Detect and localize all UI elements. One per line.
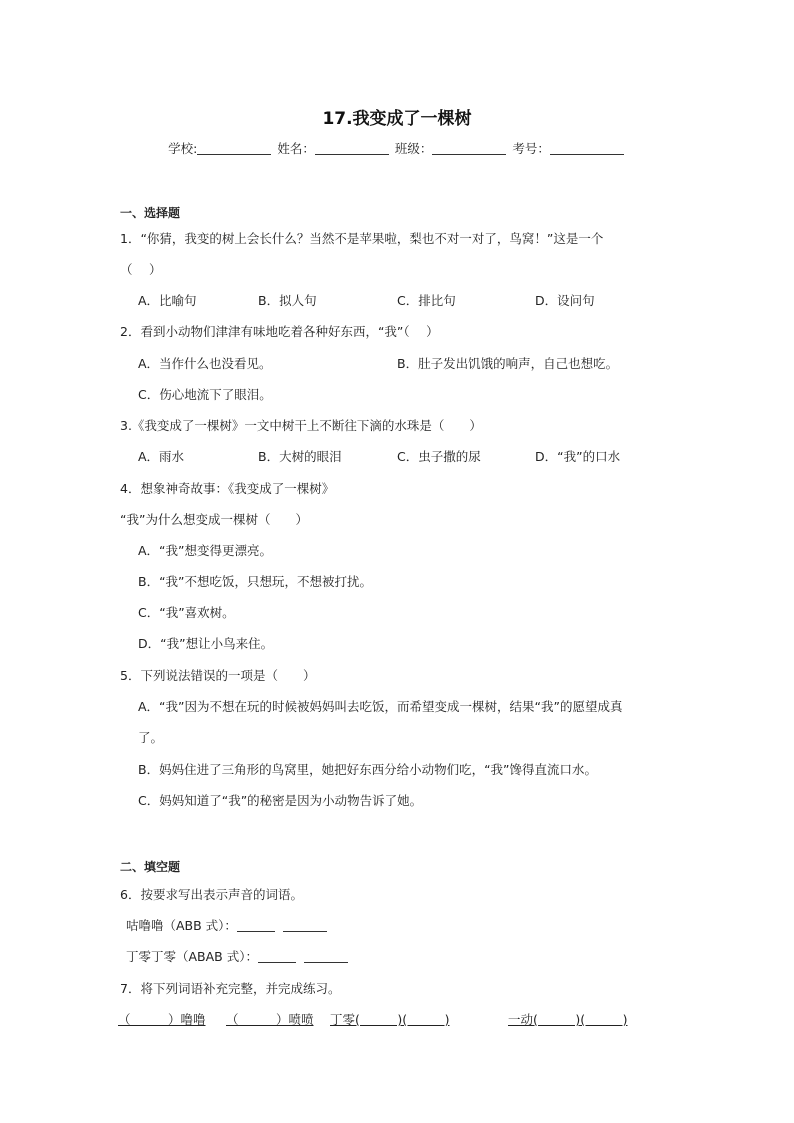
q5-option-a-line2: 了。 — [138, 730, 164, 745]
q4-option-d[interactable]: D．“我”想让小鸟来住。 — [138, 636, 274, 651]
q4-option-a[interactable]: A．“我”想变得更漂亮。 — [138, 543, 273, 558]
q6-abab-blank-1[interactable] — [258, 951, 296, 963]
exam-no-label: 考号： — [512, 141, 550, 156]
question-6-stem: 6．按要求写出表示声音的词语。 — [120, 887, 303, 902]
page-title: 17.我变成了一棵树 — [322, 109, 472, 129]
section-heading-fill: 二、填空题 — [120, 860, 181, 874]
class-blank[interactable] — [432, 142, 506, 155]
question-3-stem: 3.《我变成了一棵树》一文中树干上不断往下滴的水珠是（ ） — [120, 418, 482, 433]
exam-no-blank[interactable] — [550, 142, 624, 155]
q2-option-c[interactable]: C．伤心地流下了眼泪。 — [138, 387, 272, 402]
q6-abb-blank-1[interactable] — [237, 920, 275, 932]
q7-item-2[interactable]: （ ）喷喷 — [226, 1012, 314, 1027]
question-2-stem: 2．看到小动物们津津有味地吃着各种好东西，“我”（ ） — [120, 324, 439, 339]
q1-option-a[interactable]: A．比喻句 — [138, 293, 197, 308]
q3-option-b[interactable]: B．大树的眼泪 — [258, 449, 342, 464]
question-4-stem: 4．想象神奇故事：《我变成了一棵树》 — [120, 481, 335, 496]
question-1-stem: 1．“你猜，我变的树上会长什么？当然不是苹果啦，梨也不对一对了，鸟窝！”这是一个 — [120, 231, 604, 246]
q3-option-a[interactable]: A．雨水 — [138, 449, 185, 464]
name-label: 姓名： — [277, 141, 315, 156]
q2-option-a[interactable]: A．当作什么也没看见。 — [138, 356, 272, 371]
question-7-stem: 7．将下列词语补充完整，并完成练习。 — [120, 981, 341, 996]
q6-abb-blank-2[interactable] — [283, 920, 327, 932]
q5-option-b[interactable]: B．妈妈住进了三角形的鸟窝里，她把好东西分给小动物们吃，“我”馋得直流口水。 — [138, 762, 598, 777]
school-blank[interactable] — [197, 142, 271, 155]
name-blank[interactable] — [315, 142, 389, 155]
section-heading-choice: 一、选择题 — [120, 206, 181, 220]
q4-option-b[interactable]: B．“我”不想吃饭，只想玩，不想被打扰。 — [138, 574, 373, 589]
q7-item-3[interactable]: 丁零( )( ) — [330, 1012, 450, 1027]
q6-abab-blank-2[interactable] — [304, 951, 348, 963]
question-1-paren: （ ） — [120, 262, 162, 277]
q2-option-b[interactable]: B．肚子发出饥饿的响声，自己也想吃。 — [397, 356, 619, 371]
school-label: 学校: — [168, 141, 198, 156]
q4-option-c[interactable]: C．“我”喜欢树。 — [138, 605, 235, 620]
q1-option-c[interactable]: C．排比句 — [397, 293, 456, 308]
q7-item-4[interactable]: 一动( )( ) — [508, 1012, 628, 1027]
q1-option-d[interactable]: D．设问句 — [535, 293, 595, 308]
question-4-sub: “我”为什么想变成一棵树（ ） — [120, 512, 308, 527]
student-info-line — [0, 139, 794, 157]
q6-abb-label: 咕噜噜（ABB 式）： — [126, 918, 237, 933]
q6-line-abab — [126, 947, 348, 965]
q5-option-c[interactable]: C．妈妈知道了“我”的秘密是因为小动物告诉了她。 — [138, 793, 423, 808]
q1-option-b[interactable]: B．拟人句 — [258, 293, 317, 308]
question-5-stem: 5．下列说法错误的一项是（ ） — [120, 668, 316, 683]
q6-line-abb — [126, 916, 327, 934]
q6-abab-label: 丁零丁零（ABAB 式）： — [126, 949, 258, 964]
class-label: 班级： — [394, 141, 433, 156]
q3-option-c[interactable]: C．虫子撒的尿 — [397, 449, 481, 464]
q5-option-a-line1[interactable]: A．“我”因为不想在玩的时候被妈妈叫去吃饭，而希望变成一棵树，结果“我”的愿望成真 — [138, 699, 623, 714]
q7-item-1[interactable]: （ ）噜噜 — [118, 1012, 206, 1027]
q3-option-d[interactable]: D．“我”的口水 — [535, 449, 621, 464]
